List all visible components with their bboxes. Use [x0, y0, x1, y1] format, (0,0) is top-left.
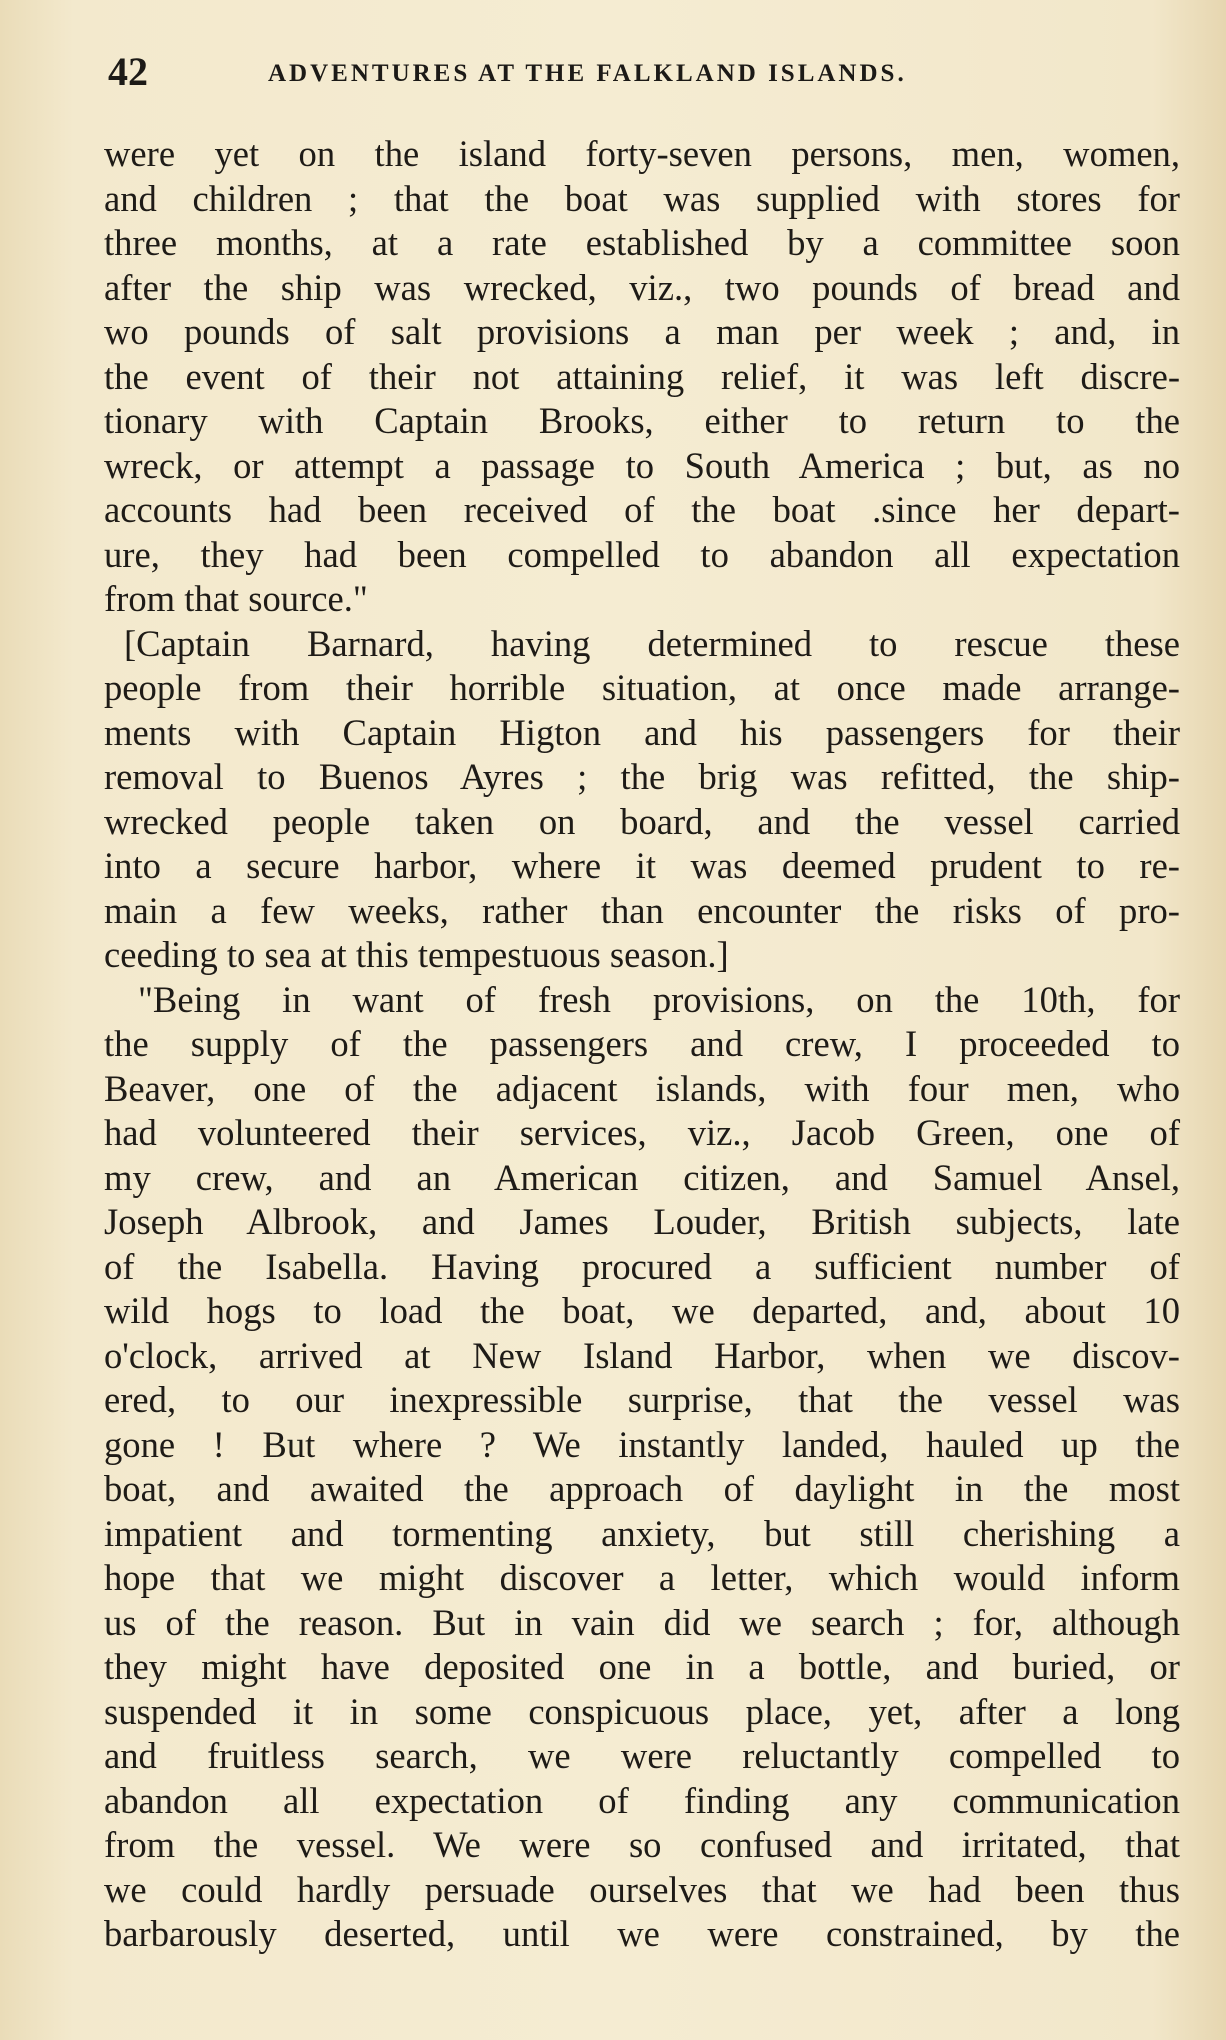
text-line: the event of their not attaining relief, it was left discre-	[104, 355, 1180, 397]
text-line: us of the reason. But in vain did we search ; for, although	[104, 1601, 1180, 1643]
text-line: impatient and tormenting anxiety, but still cherishing a	[104, 1512, 1180, 1554]
text-line: the supply of the passengers and crew, I proceeded to	[104, 1023, 1180, 1064]
text-line: ments with Captain Higton and his passengers for their	[104, 711, 1180, 753]
text-line: main a few weeks, rather than encounter the risks of pro-	[104, 889, 1180, 931]
page-header	[108, 48, 1188, 108]
text-line: [Captain Barnard, having determined to rescue these	[124, 622, 1180, 664]
text-line: had volunteered their services, viz., Jacob Green, one of	[104, 1112, 1180, 1153]
body-text	[104, 132, 1180, 1957]
text-line: accounts had been received of the boat .since her depart-	[104, 489, 1180, 530]
text-line: my crew, and an American citizen, and Samuel Ansel,	[104, 1156, 1180, 1198]
text-line: wo pounds of salt provisions a man per week ; and, in	[104, 311, 1180, 352]
text-line: barbarously deserted, until we were constrained, by the	[104, 1913, 1180, 1954]
text-line: ceeding to sea at this tempestuous season.]	[104, 934, 729, 975]
text-line: Joseph Albrook, and James Louder, British subjects, late	[104, 1201, 1180, 1242]
text-line: "Being in want of fresh provisions, on the 10th, for	[138, 978, 1180, 1020]
text-line: wild hogs to load the boat, we departed, and, about 10	[104, 1290, 1180, 1331]
text-line: suspended it in some conspicuous place, yet, after a long	[104, 1690, 1180, 1732]
text-line: hope that we might discover a letter, which would inform	[104, 1557, 1180, 1598]
text-line: boat, and awaited the approach of daylight in the most	[104, 1468, 1180, 1509]
text-line: into a secure harbor, where it was deemed prudent to re-	[104, 845, 1180, 886]
text-line: after the ship was wrecked, viz., two pounds of bread and	[104, 266, 1180, 308]
text-line: ure, they had been compelled to abandon all expectation	[104, 533, 1180, 575]
text-line: tionary with Captain Brooks, either to return to the	[104, 400, 1180, 441]
text-line: and fruitless search, we were reluctantly compelled to	[104, 1735, 1180, 1776]
text-line: from that source."	[104, 578, 368, 619]
text-line: were yet on the island forty-seven persons, men, women,	[104, 133, 1180, 174]
text-line: o'clock, arrived at New Island Harbor, when we discov-	[104, 1334, 1180, 1376]
text-line: of the Isabella. Having procured a sufficient number of	[104, 1245, 1180, 1287]
page-number: 42	[108, 49, 148, 94]
text-line: they might have deposited one in a bottle, and buried, or	[104, 1646, 1180, 1687]
text-line: we could hardly persuade ourselves that we had been thus	[104, 1868, 1180, 1910]
text-line: from the vessel. We were so confused and irritated, that	[104, 1824, 1180, 1865]
text-line: abandon all expectation of finding any communication	[104, 1779, 1180, 1821]
text-line: ered, to our inexpressible surprise, that the vessel was	[104, 1379, 1180, 1420]
text-line: removal to Buenos Ayres ; the brig was refitted, the ship-	[104, 756, 1180, 797]
text-line: three months, at a rate established by a committee soon	[104, 222, 1180, 263]
text-line: wrecked people taken on board, and the vessel carried	[104, 800, 1180, 842]
text-line: Beaver, one of the adjacent islands, with four men, who	[104, 1067, 1180, 1109]
text-line: wreck, or attempt a passage to South America ; but, as no	[104, 444, 1180, 486]
text-line: gone ! But where ? We instantly landed, hauled up the	[104, 1423, 1180, 1465]
text-line: people from their horrible situation, at once made arrange-	[104, 667, 1180, 708]
text-line: and children ; that the boat was supplied with stores for	[104, 177, 1180, 219]
running-head: ADVENTURES AT THE FALKLAND ISLANDS.	[268, 60, 907, 87]
